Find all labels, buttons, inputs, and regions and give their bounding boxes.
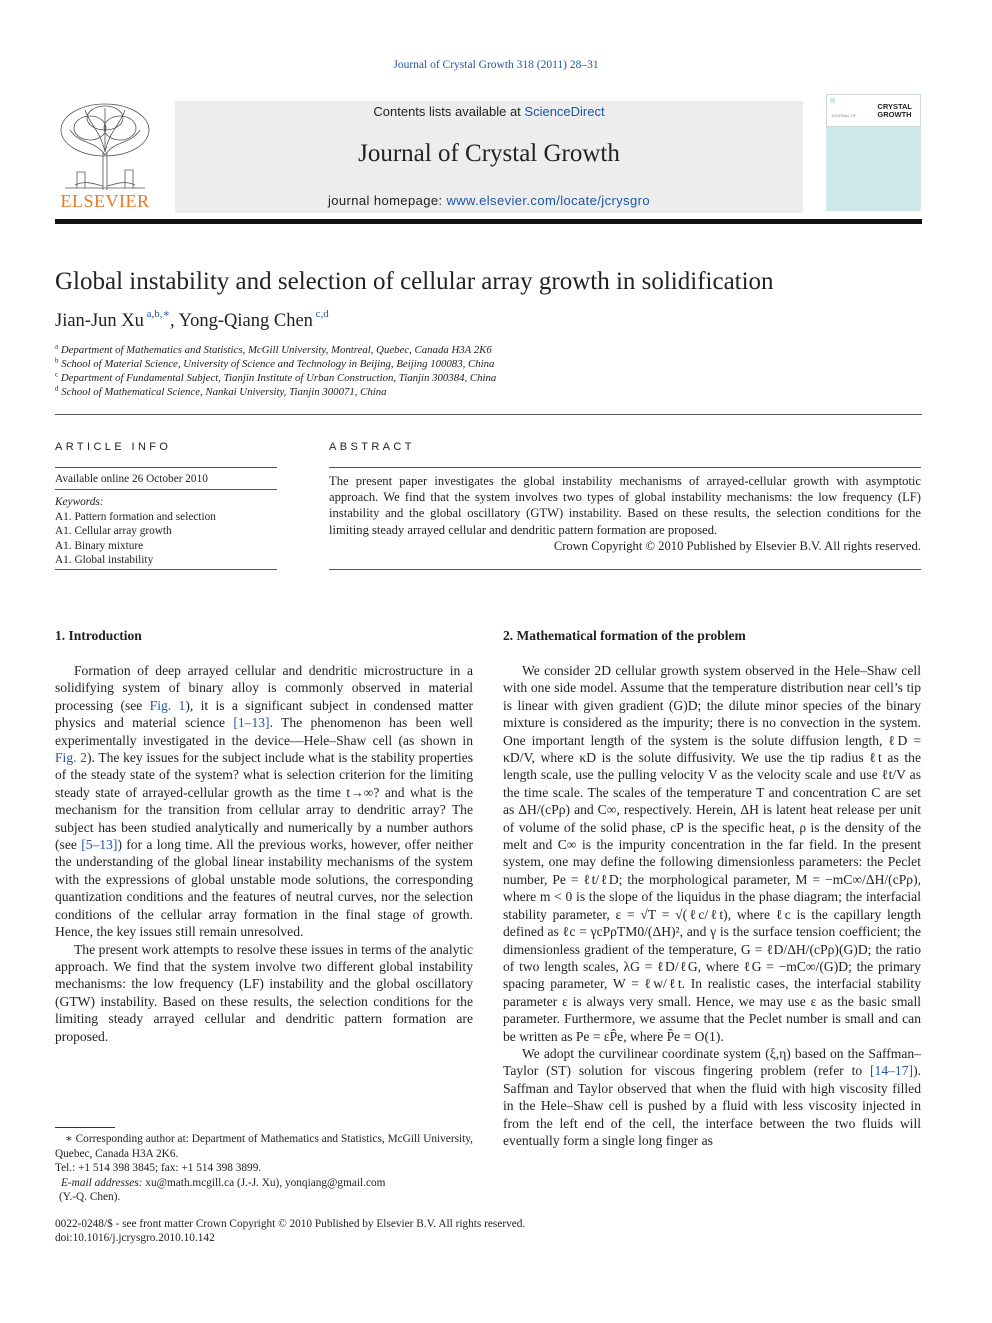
author-name: Yong-Qiang Chen — [178, 311, 313, 331]
text-run: . The phenomenon has been well experimentally investigated in the device—Hele–Shaw cell (as shown in — [55, 715, 473, 748]
citation-link[interactable]: [14–17] — [870, 1063, 914, 1079]
available-online: Available online 26 October 2010 — [55, 473, 208, 485]
paragraph — [55, 662, 473, 941]
contents-line — [175, 104, 803, 119]
affiliation-mark: c — [55, 370, 59, 379]
doi-line[interactable]: doi:10.1016/j.jcrysgro.2010.10.142 — [55, 1232, 215, 1244]
abstract-heading: ABSTRACT — [329, 441, 415, 453]
introduction-body — [55, 662, 473, 1045]
abstract-copyright: Crown Copyright © 2010 Published by Elsevier B.V. All rights reserved. — [553, 538, 921, 553]
text-run: ). Saffman and Taylor observed that when the fluid with high viscosity filled in the Hele–Shaw cell is pushed by a fluid with less viscosity injected in from the left end of the cell, the interface between the two fluids will eventually form a single long finger as — [503, 1063, 921, 1148]
paragraph — [503, 1045, 921, 1149]
abstract-text — [329, 473, 921, 554]
cover-header — [826, 94, 921, 127]
issn-line: 0022-0248/$ - see front matter Crown Copyright © 2010 Published by Elsevier B.V. All rights reserved. — [55, 1218, 526, 1230]
section-divider — [55, 414, 922, 415]
homepage-link[interactable]: www.elsevier.com/locate/jcrysgro — [446, 193, 651, 208]
footnote-rule — [55, 1127, 115, 1128]
article-info-heading: ARTICLE INFO — [55, 441, 172, 453]
citation-link[interactable]: [5–13] — [81, 837, 118, 853]
cover-small-text: JOURNAL OF — [831, 113, 857, 118]
text-run: ) for a long time. All the previous works, however, offer neither the understanding of the global linear instability mechanisms of the system with the expressions of global unstable mode solutions, the corresponding quantization conditions and the features of neutral curves, nor the selection conditions of the cellular array formation in the final stage of growth. Hence, the key issues still remain unresolved. — [55, 837, 473, 940]
keyword: A1. Pattern formation and selection — [55, 510, 216, 523]
keyword: A1. Cellular array growth — [55, 525, 172, 537]
author-separator: , — [170, 311, 179, 331]
footnote-email — [55, 1176, 473, 1191]
figure-link[interactable]: Fig. 2 — [55, 750, 87, 766]
author-name: Jian-Jun Xu — [55, 311, 144, 331]
affiliation — [55, 372, 496, 384]
article-info-rule — [55, 569, 277, 570]
header-rule — [55, 219, 922, 224]
affiliation-mark: b — [55, 356, 59, 365]
affiliation-text: School of Material Science, University of Science and Technology in Beijing, Beijing 100083, China — [61, 358, 495, 370]
article-info-rule — [55, 467, 277, 468]
citation-link[interactable]: [1–13] — [233, 715, 270, 731]
affiliation-mark: d — [55, 384, 59, 393]
affiliation — [55, 358, 494, 370]
article-info-rule — [55, 489, 277, 490]
cover-line1: CRYSTAL — [877, 102, 912, 111]
text-run: Formation of deep arrayed cellular and dendritic microstructure in a solidifying system of binary alloy is commonly observed in material processing (see — [55, 663, 473, 713]
formation-body — [503, 662, 921, 1149]
sciencedirect-link[interactable]: ScienceDirect — [524, 104, 605, 119]
elsevier-wordmark: ELSEVIER — [60, 191, 150, 211]
journal-cover-thumbnail[interactable] — [826, 94, 921, 211]
keyword: A1. Binary mixture — [55, 539, 144, 552]
journal-title: Journal of Crystal Growth — [358, 140, 620, 167]
footnote-email-cont: (Y.-Q. Chen). — [59, 1191, 121, 1204]
affiliation-text: School of Mathematical Science, Nankai University, Tianjin 300071, China — [61, 386, 387, 398]
abstract-rule — [329, 569, 921, 570]
cover-title — [877, 103, 912, 119]
keywords-block — [55, 495, 285, 568]
figure-link[interactable]: Fig. 1 — [149, 697, 186, 713]
contents-prefix: Contents lists available at — [373, 104, 525, 119]
elsevier-tree-icon — [55, 100, 155, 192]
journal-masthead — [175, 101, 803, 213]
author-affil-marks[interactable]: c,d — [315, 307, 329, 320]
email-label: E-mail addresses: — [61, 1176, 143, 1189]
paragraph: The present work attempts to resolve these issues in terms of the analytic approach. We find that the system involve two different global instability mechanisms: the low frequency (LF) instability and the global oscillatory (GTW) instability. Based on these results, the selection conditions for the limiting steady arrayed cellular and dendritic pattern formation are proposed. — [55, 941, 473, 1044]
footnote-corresponding: ∗ Corresponding author at: Department of Mathematics and Statistics, McGill University, Quebec, Canada H3A 2K6. — [55, 1133, 473, 1160]
paragraph: We consider 2D cellular growth system observed in the Hele–Shaw cell with one side model. Assume that the temperature distribution near cell’s tip is linear with given gradient (G)D; the dilute minor species of the binary mixture is considered as the impurity; there is no convection in the system. One important length of the system is the solute diffusion length, ℓD = κD/V, where κD is the solute diffusivity. We use the tip radius ℓt as the length scale, use the pulling velocity V as the velocity scale and use ℓt/V as the time scale. The scales of the temperature T and concentration C are set as ΔH/(cPρ) and C∞, respectively. Herein, ΔH is latent heat release per unit of volume of the solid phase, cP is the specific heat, ρ is the density of the melt and C∞ is the impurity concentration in the far field. In the present system, one may define the following dimensionless parameters: the Peclet number, Pe = ℓt/ℓD; the morphological parameter, M = −mC∞/ΔH/(cPρ), where m < 0 is the slope of the liquidus in the phase diagram; the interfacial stability parameter, ε = √T = √(ℓc/ℓt), where ℓc is the capillary length defined as ℓc = γcPρTM0/(ΔH)², and γ is the surface tension coefficient; the dimensionless gradient of the temperature, G = ℓD/ΔH/(cPρ)(G)D; the ratio of two length scales, λG = ℓD/ℓG, where ℓG = −mC∞/(G)D; the primary spacing parameter, W = ℓw/ℓt. In realistic cases, the interfacial stability parameter ε is always very small. Hence, we may use ε as the basic small parameter. Furthermore, we assume that the Peclet number is small and can be written as Pe = εP̂e, where P̂e = O(1). — [503, 663, 921, 1044]
section-heading-formation: 2. Mathematical formation of the problem — [503, 628, 746, 643]
elsevier-logo — [55, 100, 155, 212]
abstract-rule — [329, 467, 921, 468]
keyword: A1. Global instability — [55, 554, 154, 566]
section-heading-introduction: 1. Introduction — [55, 628, 142, 643]
cover-line2: GROWTH — [877, 110, 912, 119]
footnote-tel: Tel.: +1 514 398 3845; fax: +1 514 398 3899. — [55, 1162, 262, 1175]
affiliation-text: Department of Mathematics and Statistics, McGill University, Montreal, Quebec, Canada H3A 2K6 — [60, 344, 492, 356]
abstract-body: The present paper investigates the global instability mechanisms of arrayed-cellular growth with asymptotic approach. We find that the system involves two types of global instability mechanisms: the low frequency (LF) instability and the global oscillatory (GTW) instability. Based on these results, the selection conditions for the limiting steady arrayed cellular and dendritic pattern formation are proposed. — [329, 474, 921, 537]
affiliation-text: Department of Fundamental Subject, Tianjin Institute of Urban Construction, Tianjin 300384, China — [60, 372, 497, 384]
email-addresses[interactable]: xu@math.mcgill.ca (J.-J. Xu), yonqiang@gmail.com — [142, 1176, 386, 1189]
author-affil-marks[interactable]: a,b,∗ — [146, 307, 171, 320]
keywords-label: Keywords: — [55, 496, 104, 508]
affiliation-mark: a — [55, 342, 59, 351]
homepage-prefix: journal homepage: — [327, 193, 447, 208]
affiliation — [55, 386, 387, 398]
text-run: ), it is a significant subject in condensed matter physics and material science — [55, 697, 474, 731]
cover-square-icon — [830, 98, 835, 103]
journal-reference[interactable]: Journal of Crystal Growth 318 (2011) 28–31 — [393, 59, 599, 71]
footnotes — [55, 1132, 473, 1205]
text-run: We adopt the curvilinear coordinate system (ξ,η) based on the Saffman–Taylor (ST) solution for viscous fingering problem (refer to — [503, 1045, 921, 1079]
affiliation — [55, 344, 492, 356]
author-list — [55, 307, 329, 332]
text-run: ). The key issues for the subject include what is the stability properties of the steady state of the system? what is selection criterion for the limiting steady state of arrayed-cellular growth as the time t→∞? and what is the mechanism for the transition from cellular array to dendritic array? The subject has been studied analytically and numerically by a number authors (see — [55, 750, 473, 853]
homepage-line — [175, 193, 803, 208]
article-title: Global instability and selection of cellular array growth in solidification — [55, 268, 774, 295]
